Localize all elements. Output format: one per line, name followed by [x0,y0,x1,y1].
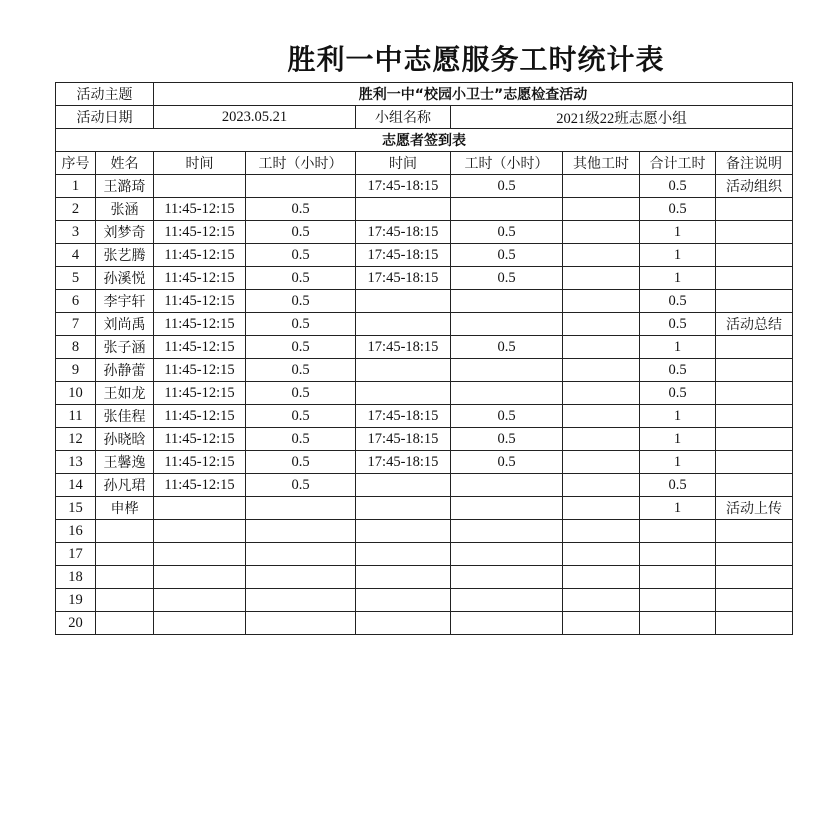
noon-time-slot: 11:45-12:15 [154,359,246,382]
table-row [56,244,793,267]
table-row [56,405,793,428]
remark [716,589,793,612]
other-hours [563,589,640,612]
volunteer-name: 孙静蕾 [96,359,154,382]
header-cell: 姓名 [96,152,154,175]
remark [716,359,793,382]
other-hours [563,405,640,428]
noon-time-slot [154,497,246,520]
total-hours [640,589,716,612]
volunteer-name: 张佳程 [96,405,154,428]
evening-hours: 0.5 [451,244,563,267]
evening-hours [451,497,563,520]
row-number: 5 [56,267,96,290]
remark [716,244,793,267]
row-number: 20 [56,612,96,635]
row-number: 19 [56,589,96,612]
other-hours [563,359,640,382]
row-number: 18 [56,566,96,589]
noon-time-slot: 11:45-12:15 [154,336,246,359]
noon-hours: 0.5 [246,451,356,474]
table-row [56,520,793,543]
volunteer-name: 孙凡珺 [96,474,154,497]
evening-hours [451,382,563,405]
volunteer-name: 王馨逸 [96,451,154,474]
evening-time-slot: 17:45-18:15 [356,175,451,198]
evening-hours [451,474,563,497]
volunteer-name [96,543,154,566]
header-cell: 时间 [356,152,451,175]
volunteer-hours-table [55,82,793,635]
noon-hours [246,497,356,520]
noon-hours: 0.5 [246,267,356,290]
total-hours: 0.5 [640,359,716,382]
row-number: 3 [56,221,96,244]
total-hours [640,520,716,543]
noon-time-slot [154,520,246,543]
noon-hours: 0.5 [246,198,356,221]
table-row [56,589,793,612]
group-name-label: 小组名称 [356,106,451,129]
evening-time-slot [356,520,451,543]
row-number: 4 [56,244,96,267]
evening-time-slot [356,566,451,589]
noon-time-slot [154,566,246,589]
remark [716,267,793,290]
noon-time-slot: 11:45-12:15 [154,267,246,290]
evening-hours: 0.5 [451,175,563,198]
volunteer-name: 张艺腾 [96,244,154,267]
remark [716,221,793,244]
remark [716,198,793,221]
other-hours [563,543,640,566]
header-cell: 时间 [154,152,246,175]
table-row [56,267,793,290]
table-row [56,612,793,635]
remark [716,612,793,635]
total-hours: 1 [640,221,716,244]
other-hours [563,313,640,336]
noon-hours: 0.5 [246,474,356,497]
row-number: 11 [56,405,96,428]
header-row [56,152,793,175]
evening-time-slot [356,543,451,566]
row-number: 9 [56,359,96,382]
other-hours [563,474,640,497]
remark [716,566,793,589]
noon-hours: 0.5 [246,405,356,428]
volunteer-name: 李宇轩 [96,290,154,313]
total-hours: 1 [640,428,716,451]
row-number: 16 [56,520,96,543]
evening-time-slot: 17:45-18:15 [356,244,451,267]
table-row [56,566,793,589]
total-hours: 0.5 [640,290,716,313]
table-row [56,198,793,221]
activity-theme-label: 活动主题 [56,83,154,106]
noon-hours: 0.5 [246,359,356,382]
evening-time-slot [356,474,451,497]
remark [716,290,793,313]
evening-hours [451,198,563,221]
activity-date-row [56,106,793,129]
volunteer-name: 张涵 [96,198,154,221]
noon-time-slot [154,175,246,198]
evening-hours: 0.5 [451,267,563,290]
noon-time-slot: 11:45-12:15 [154,290,246,313]
section-title: 志愿者签到表 [56,129,793,152]
table-row [56,313,793,336]
noon-time-slot: 11:45-12:15 [154,451,246,474]
row-number: 13 [56,451,96,474]
volunteer-name [96,566,154,589]
volunteer-name: 王如龙 [96,382,154,405]
noon-hours [246,543,356,566]
total-hours: 0.5 [640,175,716,198]
other-hours [563,520,640,543]
other-hours [563,198,640,221]
total-hours [640,543,716,566]
total-hours: 0.5 [640,198,716,221]
evening-hours: 0.5 [451,405,563,428]
remark: 活动总结 [716,313,793,336]
other-hours [563,612,640,635]
evening-hours [451,589,563,612]
header-cell: 工时（小时） [246,152,356,175]
volunteer-name: 王潞琦 [96,175,154,198]
other-hours [563,267,640,290]
table-row [56,290,793,313]
evening-time-slot: 17:45-18:15 [356,451,451,474]
activity-theme-row [56,83,793,106]
header-cell: 合计工时 [640,152,716,175]
row-number: 1 [56,175,96,198]
evening-time-slot [356,290,451,313]
table-row [56,336,793,359]
remark [716,336,793,359]
evening-hours: 0.5 [451,336,563,359]
other-hours [563,336,640,359]
noon-time-slot: 11:45-12:15 [154,244,246,267]
total-hours: 1 [640,336,716,359]
evening-time-slot [356,313,451,336]
remark: 活动组织 [716,175,793,198]
volunteer-name [96,612,154,635]
evening-time-slot: 17:45-18:15 [356,405,451,428]
noon-hours [246,520,356,543]
volunteer-name: 刘梦奇 [96,221,154,244]
other-hours [563,175,640,198]
noon-time-slot [154,589,246,612]
table-row [56,359,793,382]
group-name-value: 2021级22班志愿小组 [451,106,793,129]
volunteer-name: 刘尚禹 [96,313,154,336]
noon-time-slot: 11:45-12:15 [154,221,246,244]
other-hours [563,497,640,520]
noon-hours [246,566,356,589]
noon-hours: 0.5 [246,336,356,359]
evening-time-slot: 17:45-18:15 [356,267,451,290]
row-number: 8 [56,336,96,359]
row-number: 7 [56,313,96,336]
remark [716,520,793,543]
evening-hours [451,520,563,543]
header-cell: 序号 [56,152,96,175]
total-hours [640,566,716,589]
header-cell: 其他工时 [563,152,640,175]
table-row [56,474,793,497]
evening-time-slot [356,589,451,612]
noon-time-slot: 11:45-12:15 [154,313,246,336]
noon-hours [246,589,356,612]
evening-hours: 0.5 [451,221,563,244]
volunteer-name: 张子涵 [96,336,154,359]
volunteer-name: 孙溪悦 [96,267,154,290]
noon-hours: 0.5 [246,221,356,244]
evening-hours [451,543,563,566]
table-row [56,175,793,198]
total-hours: 1 [640,244,716,267]
activity-date-label: 活动日期 [56,106,154,129]
total-hours: 1 [640,497,716,520]
noon-hours: 0.5 [246,290,356,313]
noon-hours [246,612,356,635]
evening-time-slot: 17:45-18:15 [356,336,451,359]
header-cell: 备注说明 [716,152,793,175]
evening-hours [451,612,563,635]
table-row [56,543,793,566]
noon-hours [246,175,356,198]
evening-time-slot [356,198,451,221]
volunteer-name: 申桦 [96,497,154,520]
noon-time-slot: 11:45-12:15 [154,405,246,428]
section-title-row [56,129,793,152]
table-row [56,221,793,244]
activity-theme-value: 胜利一中“校园小卫士”志愿检查活动 [154,83,793,106]
header-cell: 工时（小时） [451,152,563,175]
row-number: 6 [56,290,96,313]
total-hours: 1 [640,451,716,474]
row-number: 17 [56,543,96,566]
activity-date-value: 2023.05.21 [154,106,356,129]
noon-time-slot: 11:45-12:15 [154,428,246,451]
noon-time-slot: 11:45-12:15 [154,382,246,405]
noon-hours: 0.5 [246,313,356,336]
other-hours [563,428,640,451]
evening-time-slot: 17:45-18:15 [356,428,451,451]
evening-hours: 0.5 [451,428,563,451]
page-title: 胜利一中志愿服务工时统计表 [287,43,665,76]
evening-time-slot [356,359,451,382]
table-row [56,382,793,405]
noon-hours: 0.5 [246,428,356,451]
volunteer-name [96,589,154,612]
remark: 活动上传 [716,497,793,520]
evening-hours [451,359,563,382]
evening-hours [451,566,563,589]
evening-hours [451,290,563,313]
other-hours [563,382,640,405]
noon-time-slot [154,543,246,566]
other-hours [563,244,640,267]
remark [716,382,793,405]
total-hours: 0.5 [640,313,716,336]
evening-time-slot [356,497,451,520]
remark [716,543,793,566]
noon-time-slot: 11:45-12:15 [154,198,246,221]
table-row [56,451,793,474]
total-hours: 1 [640,405,716,428]
noon-hours: 0.5 [246,244,356,267]
total-hours [640,612,716,635]
row-number: 12 [56,428,96,451]
evening-hours: 0.5 [451,451,563,474]
noon-hours: 0.5 [246,382,356,405]
evening-time-slot [356,612,451,635]
other-hours [563,290,640,313]
row-number: 15 [56,497,96,520]
total-hours: 0.5 [640,382,716,405]
other-hours [563,451,640,474]
volunteer-name: 孙晓晗 [96,428,154,451]
evening-hours [451,313,563,336]
row-number: 10 [56,382,96,405]
noon-time-slot [154,612,246,635]
evening-time-slot: 17:45-18:15 [356,221,451,244]
volunteer-name [96,520,154,543]
row-number: 14 [56,474,96,497]
evening-time-slot [356,382,451,405]
noon-time-slot: 11:45-12:15 [154,474,246,497]
other-hours [563,221,640,244]
other-hours [563,566,640,589]
remark [716,428,793,451]
row-number: 2 [56,198,96,221]
total-hours: 1 [640,267,716,290]
table-row [56,428,793,451]
remark [716,451,793,474]
remark [716,405,793,428]
table-row [56,497,793,520]
total-hours: 0.5 [640,474,716,497]
remark [716,474,793,497]
